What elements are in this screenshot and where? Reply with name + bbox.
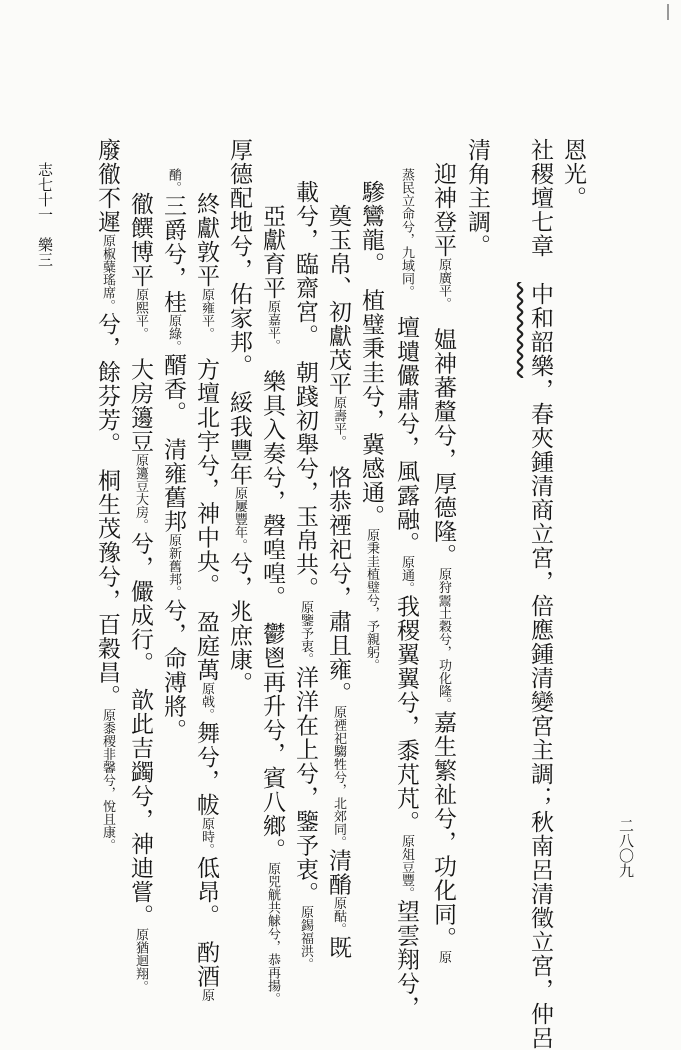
page-number: 二八〇九: [617, 818, 635, 878]
body-text: 洋洋在上兮，鑒予衷。: [292, 665, 318, 906]
text-column-6: [356, 180, 386, 672]
body-text: 厚德配地兮，佑家邦。 綏我豐年: [226, 138, 252, 487]
text-column-7: [323, 180, 353, 960]
annotation-note: 原鑒予衷。: [298, 600, 313, 666]
text-column-9: [257, 180, 287, 1005]
annotation-note: 原兕觥共觩兮，恭再揚。: [265, 862, 280, 1005]
annotation-note: 原熙平。: [133, 288, 148, 334]
page-edge-mark: [667, 4, 669, 20]
body-text: 迎神登平: [430, 138, 456, 258]
annotation-note: 酳。: [166, 168, 181, 194]
body-text: 我稷翼翼兮，黍芃芃。: [393, 594, 419, 835]
body-text: 亞獻育平: [259, 180, 285, 300]
body-text: 社稷壇七章: [527, 138, 553, 258]
body-text: [527, 258, 553, 282]
body-text: 徹饌博平: [127, 168, 153, 288]
body-text: 奠玉帛、初獻茂平: [325, 180, 351, 396]
annotation-note: 原: [199, 988, 214, 1002]
body-text: 大房籩豆: [127, 333, 153, 454]
body-text: 兮，儼成行。 歆此吉蠲兮，神迪嘗。: [127, 531, 153, 928]
text-column-1: [558, 138, 588, 210]
text-column-11: [191, 168, 221, 1002]
annotation-note: 原壽平。: [331, 396, 346, 442]
body-text: 廢徹不遲: [94, 138, 120, 234]
body-text: 嘉生繁祉兮，功化同。: [430, 710, 456, 951]
body-text: 載兮，臨齋宮。 朝踐初舉兮，玉帛共。: [292, 180, 318, 601]
annotation-note: 原黍稷非馨兮，悅且康。: [100, 708, 115, 852]
annotation-note: 原籩豆大房。: [133, 453, 148, 532]
annotation-note: 原俎豆豐。: [399, 834, 414, 900]
chapter-footer: 志七十一 樂三: [36, 162, 54, 267]
annotation-note: 蒸民立命兮，九域同。: [399, 168, 414, 292]
body-text: 兮，餘芬芳。 桐生茂豫兮，百穀昌。: [94, 312, 120, 709]
annotation-note: 原綠。: [166, 314, 181, 353]
text-column-14: [92, 138, 122, 852]
annotation-note: 原廣平。: [436, 258, 451, 304]
body-text: 方壇北宇兮，神中央。 盈庭萬: [193, 333, 219, 682]
text-column-2: [525, 138, 555, 1050]
body-text: 舞兮，帗: [193, 721, 219, 817]
body-text: ，春夾鍾清商立宮，倍應鍾清變宮主調；秋南呂清徵立宮，仲呂: [527, 378, 553, 1050]
annotation-note: 原椒糵瑤席。: [100, 234, 115, 312]
annotation-note: 原屢豐年。: [232, 486, 247, 552]
text-column-13: [125, 168, 155, 993]
text-column-5: [391, 168, 421, 1020]
body-text: 醑香。 清雍舊邦: [160, 353, 186, 534]
body-text: 既: [325, 935, 351, 960]
body-text: 恪恭禋祀兮，肅且雍。: [325, 441, 351, 706]
body-text: 恩光。: [560, 138, 586, 210]
body-text: 清酳: [325, 848, 351, 897]
text-column-4: [428, 138, 458, 964]
annotation-note: 原雍平。: [199, 288, 214, 334]
body-text: 終獻敦平: [193, 168, 219, 288]
body-text: 樂具入奏兮，磬喤喤。 鬱鬯再升兮，賓八鄉。: [259, 345, 285, 862]
annotation-note: 原嘉平。: [265, 300, 280, 346]
body-text: 望雲翔兮，: [393, 899, 419, 1020]
annotation-note: 原酤。: [331, 896, 346, 936]
annotation-note: 原猶迴翔。: [133, 928, 148, 993]
body-text: 低昂。 酌酒: [193, 856, 219, 989]
text-column-10: [224, 138, 254, 696]
annotation-note: 原新舊邦。: [166, 533, 181, 599]
annotation-note: 原錫福洪。: [298, 905, 313, 971]
annotation-note: 原時。: [199, 817, 214, 856]
annotation-note: 原狩𩱧土穀兮，功化隆。: [436, 567, 451, 711]
annotation-note: 原秉圭植璧兮，予親躬。: [364, 528, 379, 672]
proper-name: 中和韶樂: [527, 282, 553, 378]
body-text: 壇壝儼肅兮，風露融。: [393, 291, 419, 556]
text-column-8: [290, 180, 320, 971]
body-text: 兮，兆庶康。: [226, 551, 252, 696]
annotation-note: 原㦸。: [199, 682, 214, 721]
text-column-12: [158, 168, 188, 743]
text-column-3: [462, 138, 492, 258]
body-text: 兮，命溥將。: [160, 598, 186, 743]
body-text: 媪神蕃釐兮，厚德隆。: [430, 303, 456, 568]
body-text: 驂鸞龍。 植璧秉圭兮，冀感通。: [358, 180, 384, 529]
body-text: 三爵兮，桂: [160, 194, 186, 314]
annotation-note: 原通。: [399, 555, 414, 595]
annotation-note: 原禋祀騶牲兮，北郊同。: [331, 705, 346, 849]
annotation-note: 原: [436, 950, 451, 964]
body-text: 清角主調。: [464, 138, 490, 258]
